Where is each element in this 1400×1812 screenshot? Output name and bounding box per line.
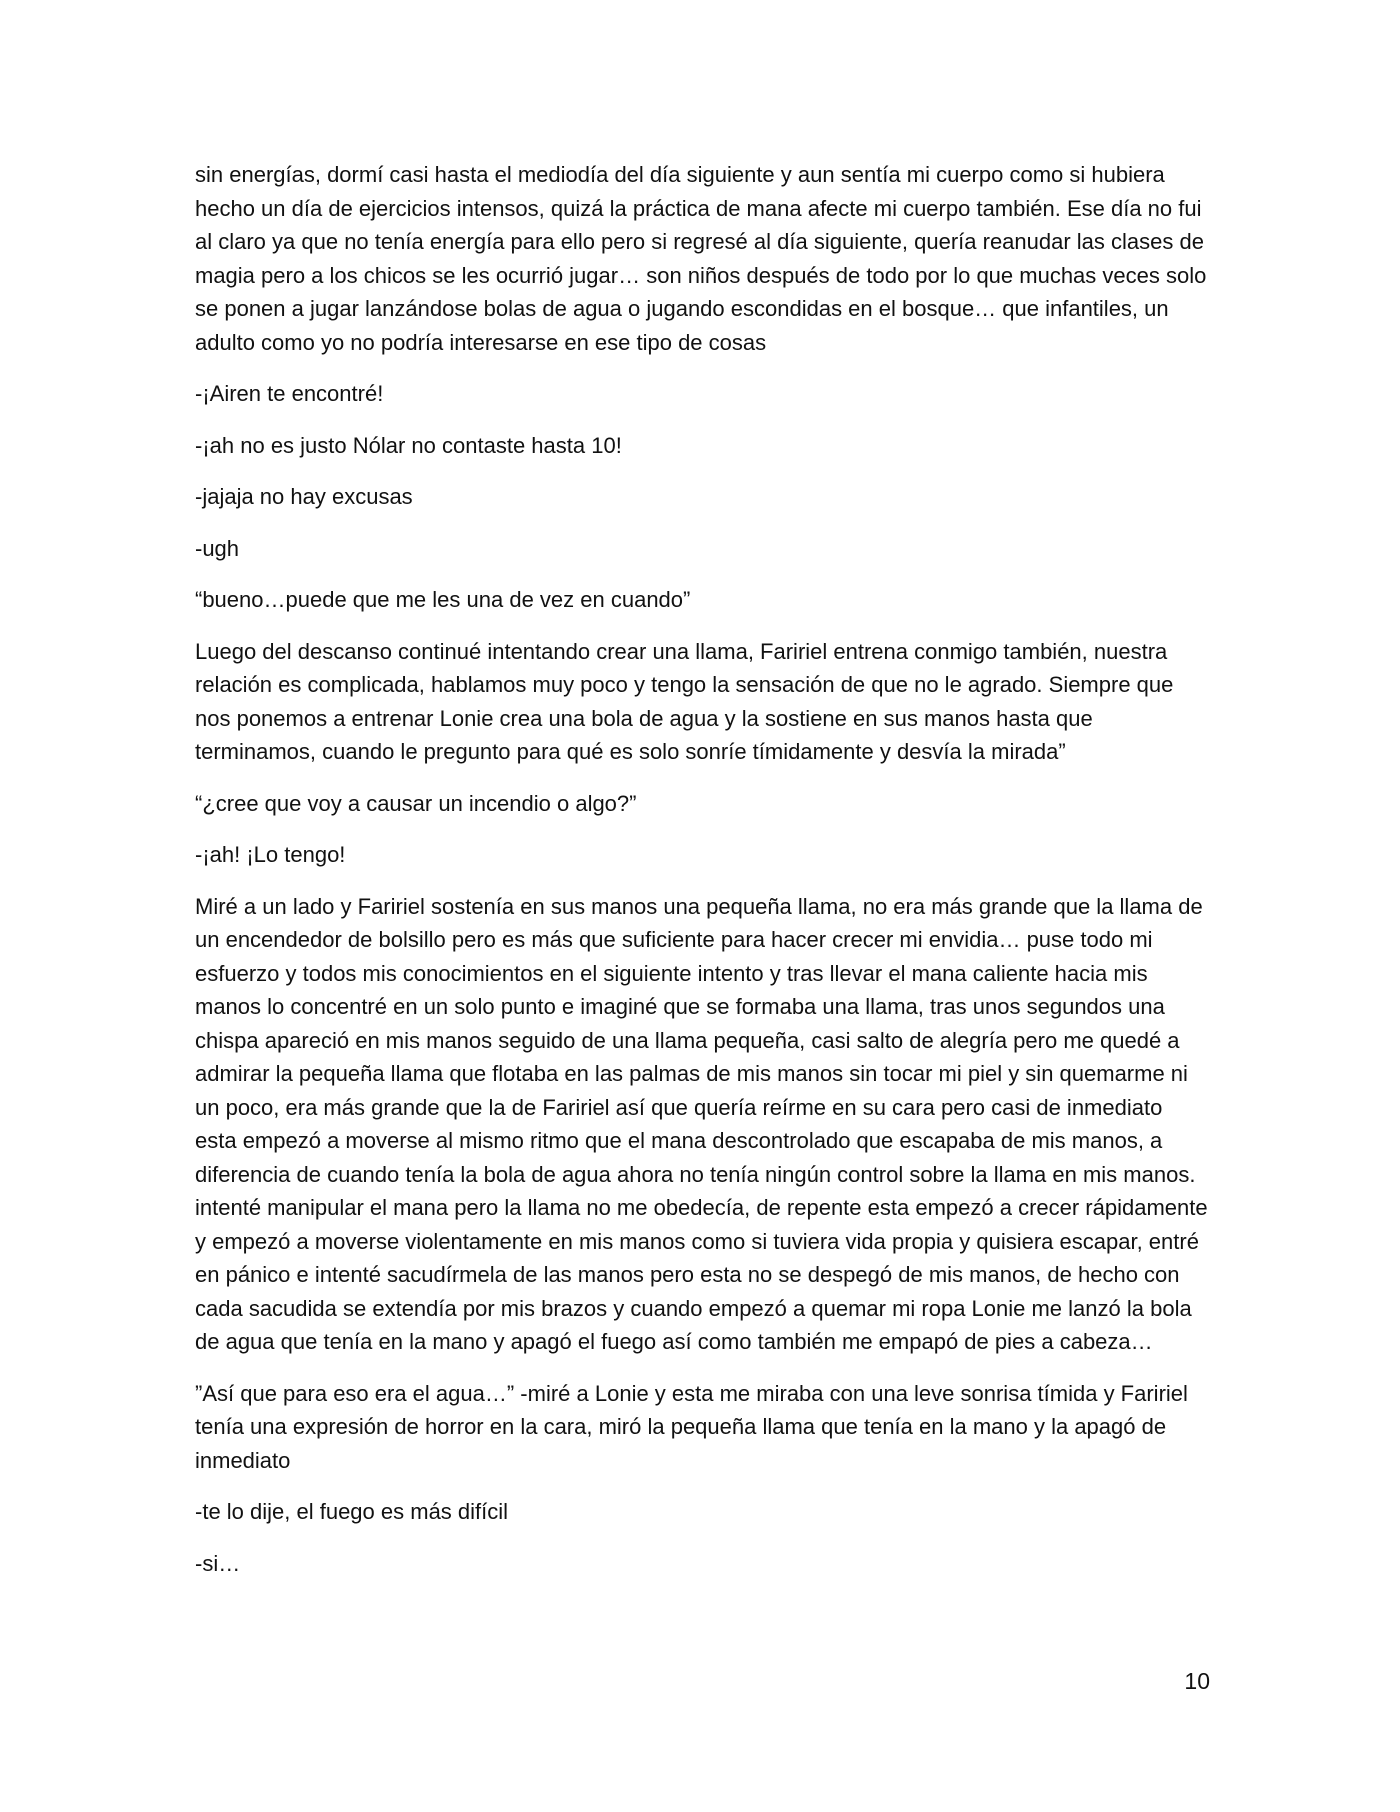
paragraph-narration-2: Luego del descanso continué intentando crear una llama, Faririel entrena conmigo también, nuestra relación es complicada, hablamos muy poco y tengo la sensación de que no le agrado. Siempre que nos ponemos a entrenar Lonie crea una bola de agua y la sostiene en sus manos hasta que terminamos, cuando le pregunto para qué es solo sonríe tímidamente y desvía la mirada” (195, 638, 1174, 764)
paragraph-narration-4: ”Así que para eso era el agua…” -miré a Lonie y esta me miraba con una leve sonrisa tímida y Faririel tenía una expresión de horror en la cara, miró la pequeña llama que tenía en la mano y la apagó de inmediato (195, 1380, 1188, 1473)
paragraph-dialogue-7: -si… (195, 1550, 241, 1576)
paragraph-dialogue-6: -te lo dije, el fuego es más difícil (195, 1499, 509, 1524)
paragraph-narration-3: Miré a un lado y Faririel sostenía en sus manos una pequeña llama, no era más grande que la llama de un encendedor de bolsillo pero es más que suficiente para hacer crecer mi envidia… puse todo mi esfuerzo y todos mis conocimientos en el siguiente intento y tras llevar el mana caliente hacia mis manos lo concentré en un solo punto e imaginé que se formaba una llama, tras unos segundos una chispa apareció en mis manos seguido de una llama pequeña, casi salto de alegría pero me quedé a admirar la pequeña llama que flotaba en las palmas de mis manos sin tocar mi piel y sin quemarme ni un poco, era más grande que la de Faririel así que quería reírme en su cara pero casi de inmediato esta empezó a moverse al mismo ritmo que el mana descontrolado que escapaba de mis manos, a diferencia de cuando tenía la bola de agua ahora no tenía ningún control sobre la llama en mis manos. intenté manipular el mana pero la llama no me obedecía, de repente esta empezó a crecer rápidamente y empezó a moverse violentamente en mis manos como si tuviera vida propia y quisiera escapar, entré en pánico e intenté sacudírmela de las manos pero esta no se despegó de mis manos, de hecho con cada sacudida se extendía por mis brazos y cuando empezó a quemar mi ropa Lonie me lanzó la bola de agua que tenía en la mano y apagó el fuego así como también me empapó de pies a cabeza… (195, 893, 1208, 1354)
paragraph-narration-1: sin energías, dormí casi hasta el mediodía del día siguiente y aun sentía mi cuerpo como si hubiera hecho un día de ejercicios intensos, quizá la práctica de mana afecte mi cuerpo también. Ese día no fui al claro ya que no tenía energía para ello pero si regresé al día siguiente, quería reanudar las clases de magia pero a los chicos se les ocurrió jugar… son niños después de todo por lo que muchas veces solo se ponen a jugar lanzándose bolas de agua o jugando escondidas en el bosque… que infantiles, un adulto como yo no podría interesarse en ese tipo de cosas (195, 162, 1207, 355)
paragraph-dialogue-1: -¡Airen te encontré! (195, 381, 384, 406)
paragraph-thought-1: “bueno…puede que me les una de vez en cuando” (195, 587, 691, 612)
body-text (195, 158, 1210, 1598)
paragraph-dialogue-5: -¡ah! ¡Lo tengo! (195, 842, 346, 867)
paragraph-dialogue-4: -ugh (195, 535, 240, 561)
paragraph-dialogue-2: -¡ah no es justo Nólar no contaste hasta 10! (195, 432, 622, 458)
paragraph-dialogue-3: -jajaja no hay excusas (195, 484, 413, 509)
paragraph-thought-2: “¿cree que voy a causar un incendio o algo?” (195, 790, 637, 816)
page-number: 10 (1184, 1668, 1210, 1694)
